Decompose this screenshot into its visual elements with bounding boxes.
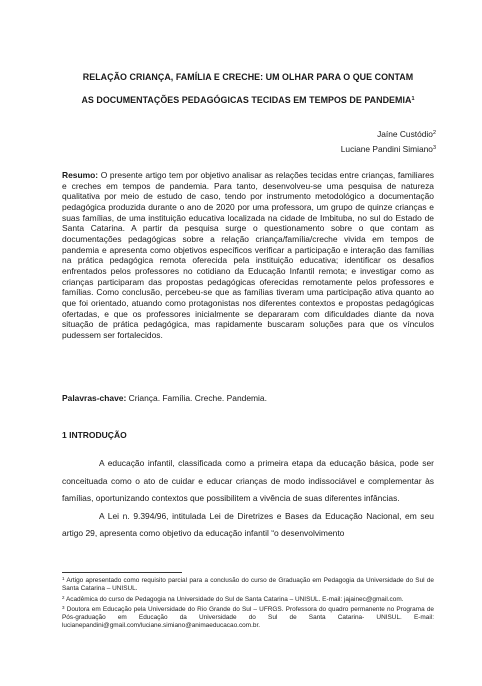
author-2 xyxy=(341,141,436,156)
body-paragraph-1: A educação infantil, classificada como a primeira etapa da educação básica, pode ser conceituada como o ato de cuidar e educar crianças de modo indissociável e complementar às famílias, oportunizando contextos que possibilitem a vivência de suas diferentes infâncias. xyxy=(62,458,434,504)
footnote-1-text: Artigo apresentado como requisito parcial para a conclusão do curso de Graduação em Pedagogia da Universidade do Sul de Santa Catarina – UNISUL. xyxy=(62,577,435,593)
author-1-name: Jaíne Custódio xyxy=(377,129,433,139)
keywords-label: Palavras-chave: xyxy=(62,393,127,403)
footnote-3-number: 3 xyxy=(62,604,65,610)
author-1-footnote-marker: 2 xyxy=(432,130,436,136)
keywords-text: Criança. Família. Creche. Pandemia. xyxy=(128,393,267,403)
title-footnote-marker: 1 xyxy=(411,96,415,102)
abstract-text: O presente artigo tem por objetivo analisar as relações tecidas entre crianças, familiares e creches em tempos de pandemia. Para tanto, desenvolveu-se uma pesquisa de natureza qualitativa por meio de estudo de caso, tendo por instrumento metodológico a documentação pedagógica produzida durante o ano de 2020 por uma professora, um grupo de quinze crianças e suas famílias, de uma instituição educativa localizada na cidade de Imbituba, no sul do Estado de Santa Catarina. A partir da pesquisa surge o questionamento sobre o que contam as documentações pedagógicas sobre a relação criança/família/creche vivida em tempos de pandemia e apresenta como objetivos específicos verificar a participação e interação das famílias na prática pedagógica remota oferecida pela instituição educativa; identificar os desafios enfrentados pelos professores no cotidiano da Educação Infantil remota; e investigar como as crianças participaram das propostas pedagógicas oferecidas remotamente pelos professores e famílias. Como conclusão, percebeu-se que as famílias tiveram uma participação ativa quanto ao que foi orientado, atuando como protagonistas nos diferentes contextos e propostas pedagógicas ofertadas, e que os professores inicialmente se depararam com dificuldades diante da nova situação de prática pedagógica, mas rapidamente buscaram soluções para que os vínculos pudessem ser fortalecidos. xyxy=(62,170,434,340)
abstract xyxy=(62,170,434,341)
title-line-1: RELAÇÃO CRIANÇA, FAMÍLIA E CRECHE: UM OLHAR PARA O QUE CONTAM xyxy=(82,72,414,82)
keywords xyxy=(62,393,434,404)
section-heading: 1 INTRODUÇÃO xyxy=(62,430,127,440)
paper-title xyxy=(62,66,434,111)
footnote-2-number: 2 xyxy=(62,594,65,600)
author-list xyxy=(341,126,436,156)
abstract-label: Resumo: xyxy=(62,170,99,180)
footnote-2 xyxy=(62,594,434,604)
author-2-footnote-marker: 3 xyxy=(432,145,436,151)
author-2-name: Luciane Pandini Simiano xyxy=(340,144,433,154)
footnote-2-text: Acadêmica do curso de Pedagogia na Universidade do Sul de Santa Catarina – UNISUL. E-mail: jajainec@gmail.com. xyxy=(65,595,404,603)
footnote-3-text: Doutora em Educação pela Universidade do Rio Grande do Sul – UFRGS. Professora do quadro permanente no Programa de Pós-graduação em Educação da Universidade do Sul de Santa Catarina- UNISUL. E-mail: lucianepandini@gmail.com/luciane.simiano@animaeducacao.com.br. xyxy=(62,605,434,630)
footnote-divider xyxy=(62,572,182,573)
footnotes xyxy=(62,575,434,631)
body-text xyxy=(62,455,434,543)
author-1 xyxy=(341,126,436,141)
footnote-3 xyxy=(62,604,434,631)
footnote-1 xyxy=(62,575,434,594)
title-line-2 xyxy=(62,88,434,111)
title-line-2-text: AS DOCUMENTAÇÕES PEDAGÓGICAS TECIDAS EM TEMPOS DE PANDEMIA xyxy=(81,95,412,105)
footnote-1-number: 1 xyxy=(62,576,65,581)
body-paragraph-2: A Lei n. 9.394/96, intitulada Lei de Diretrizes e Bases da Educação Nacional, em seu artigo 29, apresenta como objetivo da educação infantil “o desenvolvimento xyxy=(62,510,434,539)
